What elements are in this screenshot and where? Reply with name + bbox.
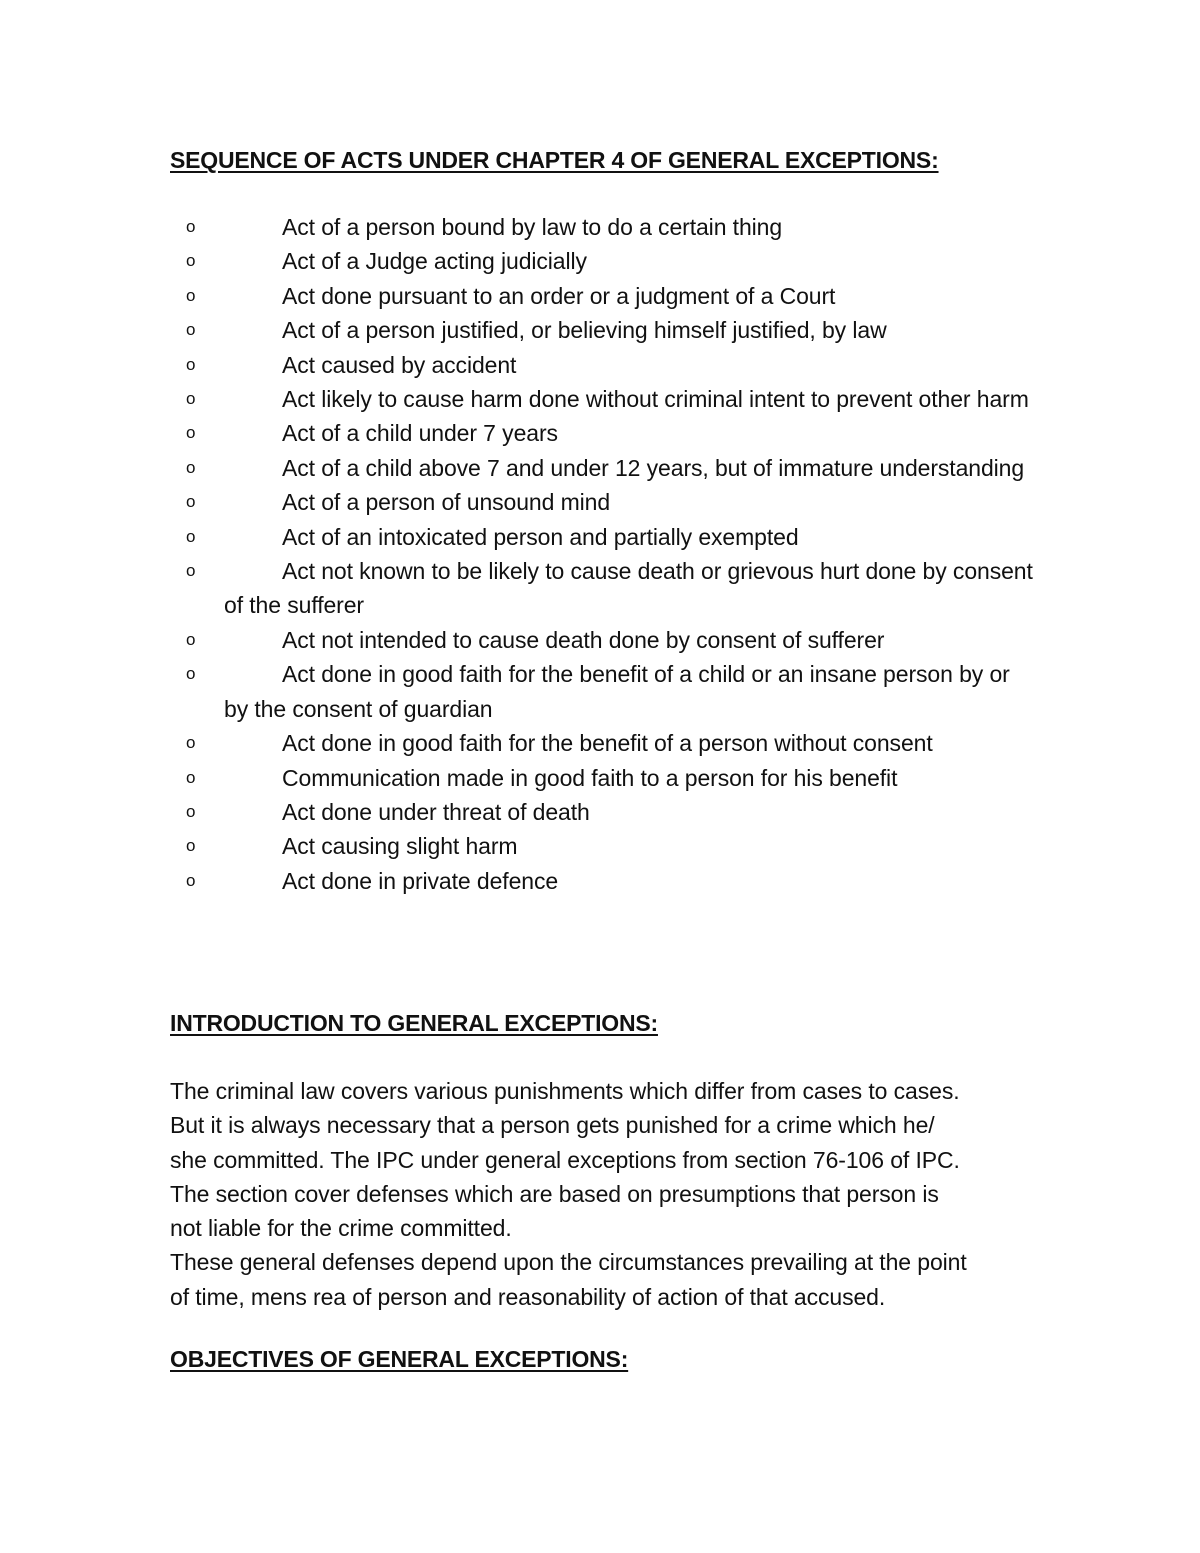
intro-paragraph: These general defenses depend upon the circumstances prevailing at the point of time, mens rea of person and reasonability of action of that accused. <box>170 1249 967 1310</box>
bullet-text: Act of a child under 7 years <box>282 420 558 447</box>
bullet-marker-icon: o <box>186 320 196 340</box>
bullet-item <box>0 451 1200 485</box>
exceptions-bullet-list <box>0 210 1200 898</box>
introduction-body <box>170 1074 1070 1314</box>
bullet-item <box>0 382 1200 416</box>
bullet-item <box>0 795 1200 829</box>
bullet-item <box>0 313 1200 347</box>
bullet-item <box>0 726 1200 760</box>
bullet-text: Act not known to be likely to cause death or grievous hurt done by consent of the sufferer <box>224 558 1033 619</box>
bullet-marker-icon: o <box>186 251 196 271</box>
bullet-marker-icon: o <box>186 836 196 856</box>
bullet-item <box>0 761 1200 795</box>
intro-paragraph: The criminal law covers various punishments which differ from cases to cases. But it is always necessary that a person gets punished for a crime which he/ she committed. The IPC under general exceptions from section 76-106 of IPC. The section cover defenses which are based on presumptions that person is not liable for the crime committed. <box>170 1078 960 1242</box>
bullet-marker-icon: o <box>186 492 196 512</box>
bullet-item <box>0 623 1200 657</box>
heading-sequence-of-acts: SEQUENCE OF ACTS UNDER CHAPTER 4 OF GENERAL EXCEPTIONS: <box>170 147 939 173</box>
heading-objectives: OBJECTIVES OF GENERAL EXCEPTIONS: <box>170 1346 629 1372</box>
bullet-marker-icon: o <box>186 457 196 477</box>
bullet-marker-icon: o <box>186 733 196 753</box>
bullet-marker-icon: o <box>186 870 196 890</box>
bullet-text: Act likely to cause harm done without criminal intent to prevent other harm <box>282 386 1029 413</box>
bullet-item <box>0 520 1200 554</box>
bullet-text: Act of a person justified, or believing himself justified, by law <box>282 317 887 344</box>
bullet-text: Act done in private defence <box>282 867 559 894</box>
bullet-item <box>0 244 1200 278</box>
bullet-text: Act of a person of unsound mind <box>282 489 611 516</box>
bullet-item <box>0 416 1200 450</box>
bullet-marker-icon: o <box>186 629 196 649</box>
bullet-marker-icon: o <box>186 526 196 546</box>
bullet-text: Act done pursuant to an order or a judgment of a Court <box>282 282 836 309</box>
bullet-text: Act done in good faith for the benefit of a child or an insane person by or by the consent of guardian <box>224 661 1010 722</box>
bullet-item <box>0 864 1200 898</box>
bullet-marker-icon: o <box>186 285 196 305</box>
bullet-marker-icon: o <box>186 767 196 787</box>
bullet-marker-icon: o <box>186 217 196 236</box>
bullet-item <box>0 485 1200 519</box>
bullet-marker-icon: o <box>186 801 196 821</box>
bullet-marker-icon: o <box>186 389 196 409</box>
bullet-text: Act of an intoxicated person and partially exempted <box>282 523 799 550</box>
bullet-text: Act of a person bound by law to do a certain thing <box>282 214 783 240</box>
bullet-text: Act not intended to cause death done by consent of sufferer <box>282 626 885 653</box>
bullet-text: Act causing slight harm <box>282 833 518 860</box>
bullet-marker-icon: o <box>186 664 196 684</box>
bullet-item <box>0 210 1200 244</box>
bullet-item <box>0 348 1200 382</box>
bullet-text: Communication made in good faith to a person for his benefit <box>282 764 898 791</box>
bullet-text: Act of a child above 7 and under 12 years, but of immature understanding <box>282 454 1025 481</box>
bullet-item <box>0 657 1200 726</box>
bullet-marker-icon: o <box>186 561 196 581</box>
heading-introduction: INTRODUCTION TO GENERAL EXCEPTIONS: <box>170 1010 658 1036</box>
bullet-marker-icon: o <box>186 423 196 443</box>
bullet-item <box>0 554 1200 623</box>
bullet-text: Act of a Judge acting judicially <box>282 248 587 275</box>
bullet-item <box>0 829 1200 863</box>
bullet-marker-icon: o <box>186 354 196 374</box>
bullet-text: Act done under threat of death <box>282 798 590 825</box>
bullet-item <box>0 279 1200 313</box>
bullet-text: Act caused by accident <box>282 351 517 378</box>
bullet-text: Act done in good faith for the benefit of a person without consent <box>282 730 933 757</box>
